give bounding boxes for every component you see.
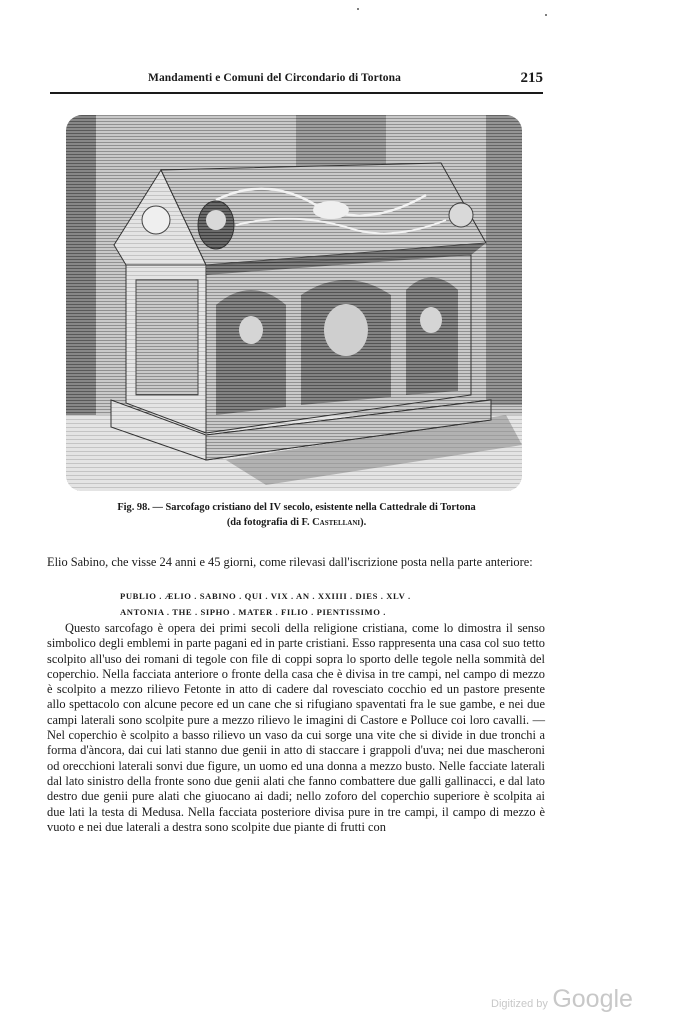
caption-line-1: Fig. 98. — Sarcofago cristiano del IV secolo, esistente nella Cattedrale di Tortona	[117, 502, 476, 513]
caption-line-2	[50, 515, 543, 530]
print-speck	[545, 14, 547, 16]
watermark-prefix: Digitized by	[491, 998, 548, 1010]
print-speck	[357, 8, 359, 10]
running-header	[50, 70, 543, 94]
inscription-line-1: PUBLIO . ÆLIO . SABINO . QUI . VIX . AN . XXIIII . DIES . XLV .	[120, 591, 411, 601]
intro-paragraph: Elio Sabino, che visse 24 anni e 45 giorni, come rilevasi dall'iscrizione posta nella parte anteriore:	[47, 555, 533, 569]
description-paragraph: Questo sarcofago è opera dei primi secoli della religione cristiana, come lo dimostra il senso simbolico degli emblemi in parte pagani ed in parte cristiani. Esso rappresenta una casa col suo tetto scolpito all'uso dei romani di tegole con file di coppi sopra lo sporto delle tegole nella sommità del coperchio. Nella facciata anteriore o fronte della casa che è divisa in tre campi, nel campo di mezzo è scolpito a mezzo rilievo Fetonte in atto di cadere dal rovesciato cocchio ed un pastore presente allo spettacolo con alcune pecore ed un cane che si rifugiano spaventati fra le sue gambe, e nei due campi laterali sono scolpite pure a mezzo rilievo le imagini di Castore e Polluce coi loro cavalli. — Nel coperchio è scolpito a basso rilievo un vaso da cui sorge una vite che si divide in due tronchi a forma d'àncora, dai cui lati stanno due genii in atto di staccare i grappoli d'uva; nei due mascheroni od orecchioni laterali sonvi due figure, un uomo ed una donna a mezzo busto. Nelle facciate laterali dal lato sinistro della fronte sono due genii alati che fanno combattere due galli gallinacci, e dal lato destro due genii pure alati che giuocano ai dadi; nello zoforo del coperchio superiore è scolpita ai due lati la testa di Medusa. Nella facciata posteriore divisa pure in tre campi, il campo di mezzo è vuoto e nei due laterali a destra sono scolpite due piante di frutti con	[47, 621, 545, 834]
google-logo: Google	[552, 985, 633, 1013]
photographer-name: Castellani	[312, 517, 361, 528]
caption-prefix: (da fotografia di F.	[226, 517, 313, 528]
inscription-line-2: ANTONIA . THE . SIPHO . MATER . FILIO . PIENTISSIMO .	[120, 607, 387, 617]
latin-inscription	[120, 588, 540, 620]
page-number: 215	[520, 70, 543, 86]
sarcophagus-illustration	[66, 115, 522, 491]
caption-suffix: ).	[360, 517, 367, 528]
figure-caption	[50, 500, 543, 530]
digitized-watermark	[491, 985, 633, 1014]
sarcophagus-engraving	[66, 115, 522, 491]
header-title: Mandamenti e Comuni del Circondario di Tortona	[148, 72, 401, 84]
